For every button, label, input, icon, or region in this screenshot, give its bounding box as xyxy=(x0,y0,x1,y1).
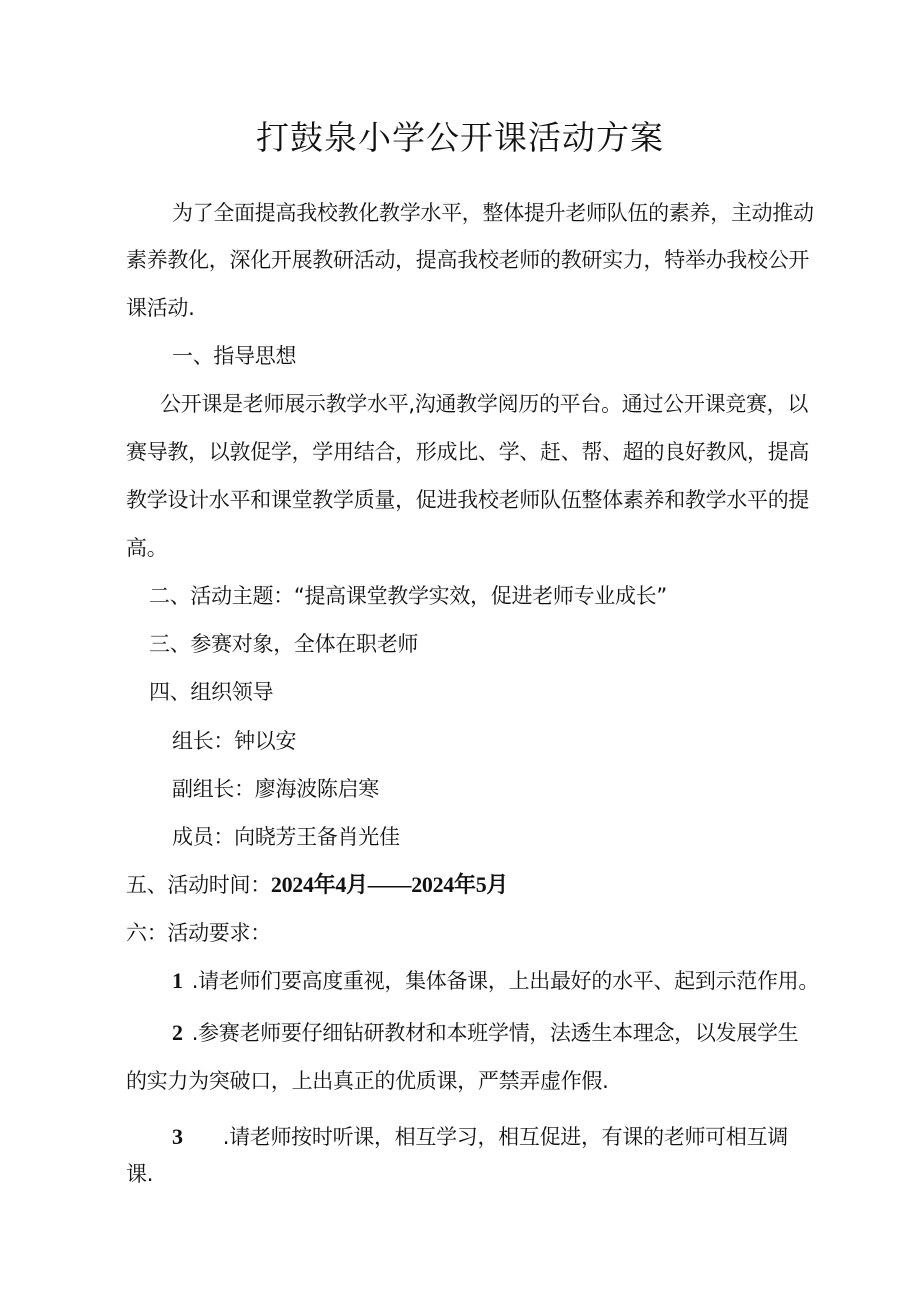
section-2-theme: 二、活动主题：“提高课堂教学实效，促进老师专业成长” xyxy=(149,584,667,608)
section-1-line-3: 教学设计水平和课堂教学质量，促进我校老师队伍整体素养和教学水平的提 xyxy=(126,488,810,512)
requirement-2-number: 2 xyxy=(172,1020,183,1045)
intro-line-1: 为了全面提高我校教化教学水平，整体提升老师队伍的素养，主动推动 xyxy=(172,201,814,225)
document-title: 打鼓泉小学公开课活动方案 xyxy=(256,118,664,157)
requirement-3-continued: 课. xyxy=(126,1162,154,1186)
requirement-1 xyxy=(172,967,819,995)
requirement-2 xyxy=(172,1019,798,1047)
section-4-members: 成员：向晓芳王备肖光佳 xyxy=(172,825,400,849)
section-5-label: 五、活动时间： xyxy=(126,873,271,897)
requirement-1-number: 1 xyxy=(172,968,183,993)
requirement-1-text: .请老师们要高度重视，集体备课，上出最好的水平、起到示范作用。 xyxy=(191,969,820,993)
section-5-date-range: 2024年4月——2024年5月 xyxy=(270,872,509,897)
requirement-2-continued: 的实力为突破口，上出真正的优质课，严禁弄虚作假. xyxy=(126,1069,609,1093)
section-6-heading: 六：活动要求： xyxy=(126,921,271,945)
section-5-time xyxy=(126,871,508,899)
section-1-heading: 一、指导思想 xyxy=(172,344,297,368)
requirement-2-text: .参赛老师要仔细钻研教材和本班学情，法透生本理念，以发展学生 xyxy=(191,1021,799,1045)
requirement-3-number: 3 xyxy=(172,1124,183,1149)
section-1-line-2: 赛导教，以敦促学，学用结合，形成比、学、赶、帮、超的良好教风，提高 xyxy=(126,440,810,464)
requirement-3-text: .请老师按时听课，相互学习，相互促进，有课的老师可相互调 xyxy=(222,1125,788,1149)
section-3-participants: 三、参赛对象，全体在职老师 xyxy=(149,632,419,656)
intro-line-2: 素养教化，深化开展教研活动，提高我校老师的教研实力，特举办我校公开 xyxy=(126,248,810,272)
section-4-heading: 四、组织领导 xyxy=(149,680,274,704)
requirement-3 xyxy=(172,1123,788,1151)
section-1-line-4: 高。 xyxy=(126,536,168,560)
section-4-leader: 组长：钟以安 xyxy=(172,729,297,753)
section-1-line-1: 公开课是老师展示教学水平,沟通教学阅历的平台。通过公开课竞赛，以 xyxy=(160,392,809,416)
section-4-deputy: 副组长：廖海波陈启寒 xyxy=(172,777,379,801)
intro-line-3: 课活动. xyxy=(126,296,195,320)
